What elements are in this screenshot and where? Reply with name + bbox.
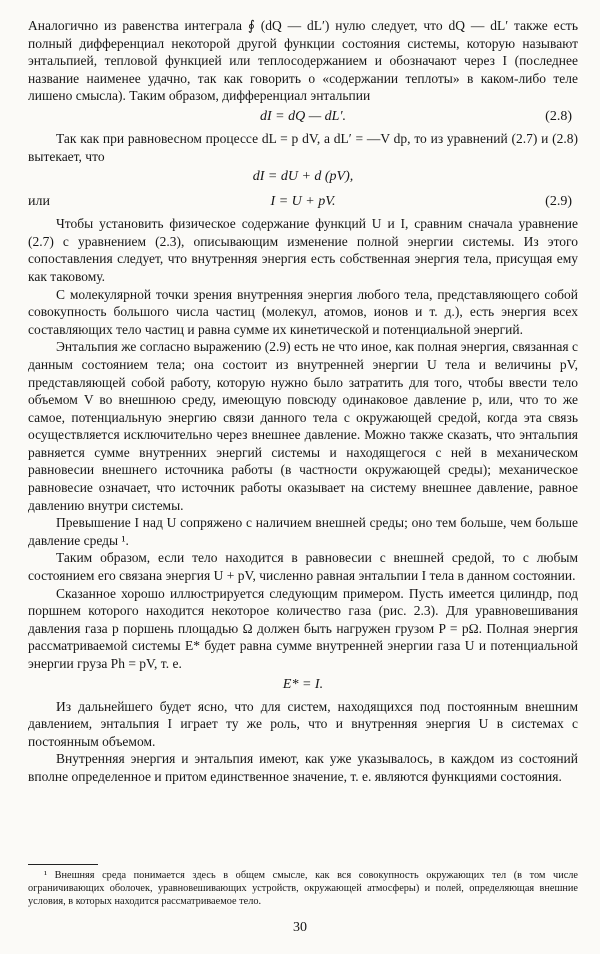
paragraph-7: Таким образом, если тело находится в равновесии с внешней средой, то с любым состоянием его связана энергия U + pV, численно равная энтальпии I тела в данном состоянии. [28,550,578,584]
equation-2-9-formula: I = U + pV. [270,194,336,210]
paragraph-2: Так как при равновесном процессе dL = p dV, а dL′ = —V dp, то из уравнений (2.7) и (2.8) вытекает, что [28,130,578,164]
page-number: 30 [293,920,307,935]
equation-e-star [28,673,578,698]
paragraph-5: Энтальпия же согласно выражению (2.9) есть не что иное, как полная энергия, связанная с данным состоянием тела; она состоит из внутренней энергии U тела и величины pV, представляющей собой работу, которую нужно было затратить для того, чтобы ввести тело объемом V во внешнюю среду, имеющую повсюду одинаковое давление p, или, что то же самое, потенциальную энергию связи данного тела с окружающей средой, когда эта связь осуществляется исключительно через внешнее давление. Можно также сказать, что энтальпия равняется сумме внутренних энергий системы и находящегося с ней в механическом равновесии внешнего источника работы (в частности окружающей среды); механическое равновесие означает, что источник работы оказывает на систему внешнее давление, равное давлению внутри системы. [28,339,578,513]
footnote-rule [28,864,98,865]
paragraph-1: Аналогично из равенства интеграла ∮ (dQ — dL′) нулю следует, что dQ — dL′ также есть полный дифференциал некоторой другой функции состояния системы, которую называют энтальпией, тепловой функцией или теплосодержанием и обозначают через I (последнее название наименее удачно, так как говорить о «содержании теплоты» в каком-либо теле лишено смысла). Таким образом, дифференциал энтальпии [28,18,578,104]
footnote: ¹ Внешняя среда понимается здесь в общем смысле, как вся совокупность окружающих тел (в том числе ограничивающих оболочек, уравновешивающих устройств, окружающей атмосферы) и полей, определяющая внешние условия, в которых находится рассматриваемое тело. [28,870,578,907]
paragraph-3: Чтобы установить физическое содержание функций U и I, сравним сначала уравнение (2.7) с уравнением (2.3), описывающим изменение полной энергии системы. Из этого сопоставления следует, что внутренняя энергия есть собственная энергия тела, присущая ему как таковому. [28,216,578,284]
equation-2-9-lead: или [28,194,50,210]
equation-e-star-formula: E* = I. [282,676,324,692]
equation-2-9 [28,190,578,215]
paragraph-9: Из дальнейшего будет ясно, что для систем, находящихся под постоянным внешним давлением, энтальпия I играет ту же роль, что и внутренняя энергия U в системах с постоянным объемом. [28,698,578,749]
equation-2-9-number: (2.9) [545,194,572,210]
paragraph-4: С молекулярной точки зрения внутренняя энергия любого тела, представляющего собой совокупность большого числа частиц (молекул, атомов, ионов и т. д.), есть энергия всех составляющих тело частиц и равна сумме их кинетической и потенциальной энергий. [28,286,578,337]
equation-d-pv-formula: dI = dU + d (pV), [252,169,354,185]
paragraph-6: Превышение I над U сопряжено с наличием внешней среды; оно тем больше, чем больше давление среды ¹. [28,515,578,548]
equation-d-pv [28,165,578,190]
main-text [28,17,578,786]
equation-2-8-formula: dI = dQ — dL′. [259,108,347,124]
equation-2-8 [28,105,578,130]
paragraph-8: Сказанное хорошо иллюстрируется следующим примером. Пусть имеется цилиндр, под поршнем которого находится некоторое количество газа (рис. 2.3). Для уравновешивания давления газа p поршень площадью Ω должен быть нагружен грузом P = pΩ. Полная энергия рассматриваемой системы E* будет равна сумме внутренней энергии газа U и потенциальной энергии груза Ph = pV, т. е. [28,585,578,671]
equation-2-8-number: (2.8) [545,108,572,124]
paragraph-10: Внутренняя энергия и энтальпия имеют, как уже указывалось, в каждом из состояний вполне определенное и притом единственное значение, т. е. являются функциями состояния. [28,751,578,784]
